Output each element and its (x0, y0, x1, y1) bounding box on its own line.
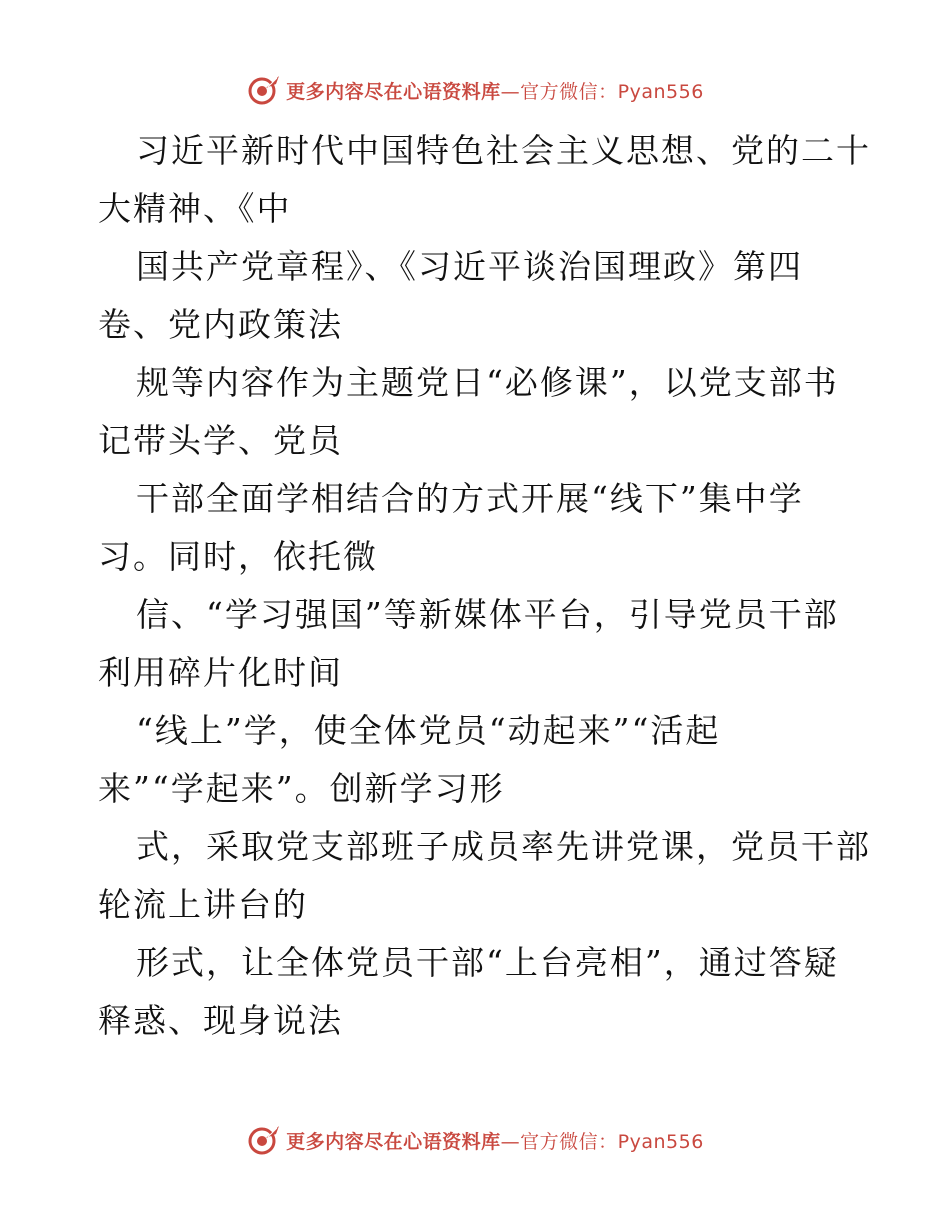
quill-pen-circle-icon (246, 1122, 282, 1158)
document-body (98, 122, 871, 1050)
footer-banner (0, 1120, 950, 1160)
footer-banner-main: 更多内容尽在心语资料库 (286, 1130, 501, 1153)
header-banner-sub: 官方微信：Pyan556 (520, 80, 704, 103)
body-line: 形式，让全体党员干部“上台亮相”，通过答疑 (136, 943, 839, 982)
quill-pen-circle-icon (246, 72, 282, 108)
body-line: 习近平新时代中国特色社会主义思想、党的二十 (136, 131, 871, 170)
header-banner-main: 更多内容尽在心语资料库 (286, 80, 501, 103)
body-line: 干部全面学相结合的方式开展“线下”集中学 (136, 479, 804, 518)
body-line: 规等内容作为主题党日“必修课”，以党支部书 (136, 363, 839, 402)
body-line: 来”“学起来”。创新学习形 (98, 769, 505, 808)
body-line: 利用碎片化时间 (98, 653, 343, 692)
body-line: 记带头学、党员 (98, 421, 343, 460)
body-line: 轮流上讲台的 (98, 885, 308, 924)
header-banner-text (286, 77, 704, 104)
body-line: 式，采取党支部班子成员率先讲党课，党员干部 (136, 827, 871, 866)
footer-banner-sub: 官方微信：Pyan556 (520, 1130, 704, 1153)
body-line: 信、“学习强国”等新媒体平台，引导党员干部 (136, 595, 839, 634)
footer-banner-separator: — (500, 1130, 521, 1153)
footer-banner-text (286, 1127, 704, 1154)
body-line: 释惑、现身说法 (98, 1001, 343, 1040)
body-line: 习。同时，依托微 (98, 537, 378, 576)
header-banner (0, 70, 950, 110)
body-line: “线上”学，使全体党员“动起来”“活起 (136, 711, 721, 750)
body-line: 国共产党章程》、《习近平谈治国理政》第四 (136, 247, 803, 286)
body-line: 卷、党内政策法 (98, 305, 343, 344)
body-line: 大精神、《中 (98, 189, 292, 228)
header-banner-separator: — (500, 80, 521, 103)
